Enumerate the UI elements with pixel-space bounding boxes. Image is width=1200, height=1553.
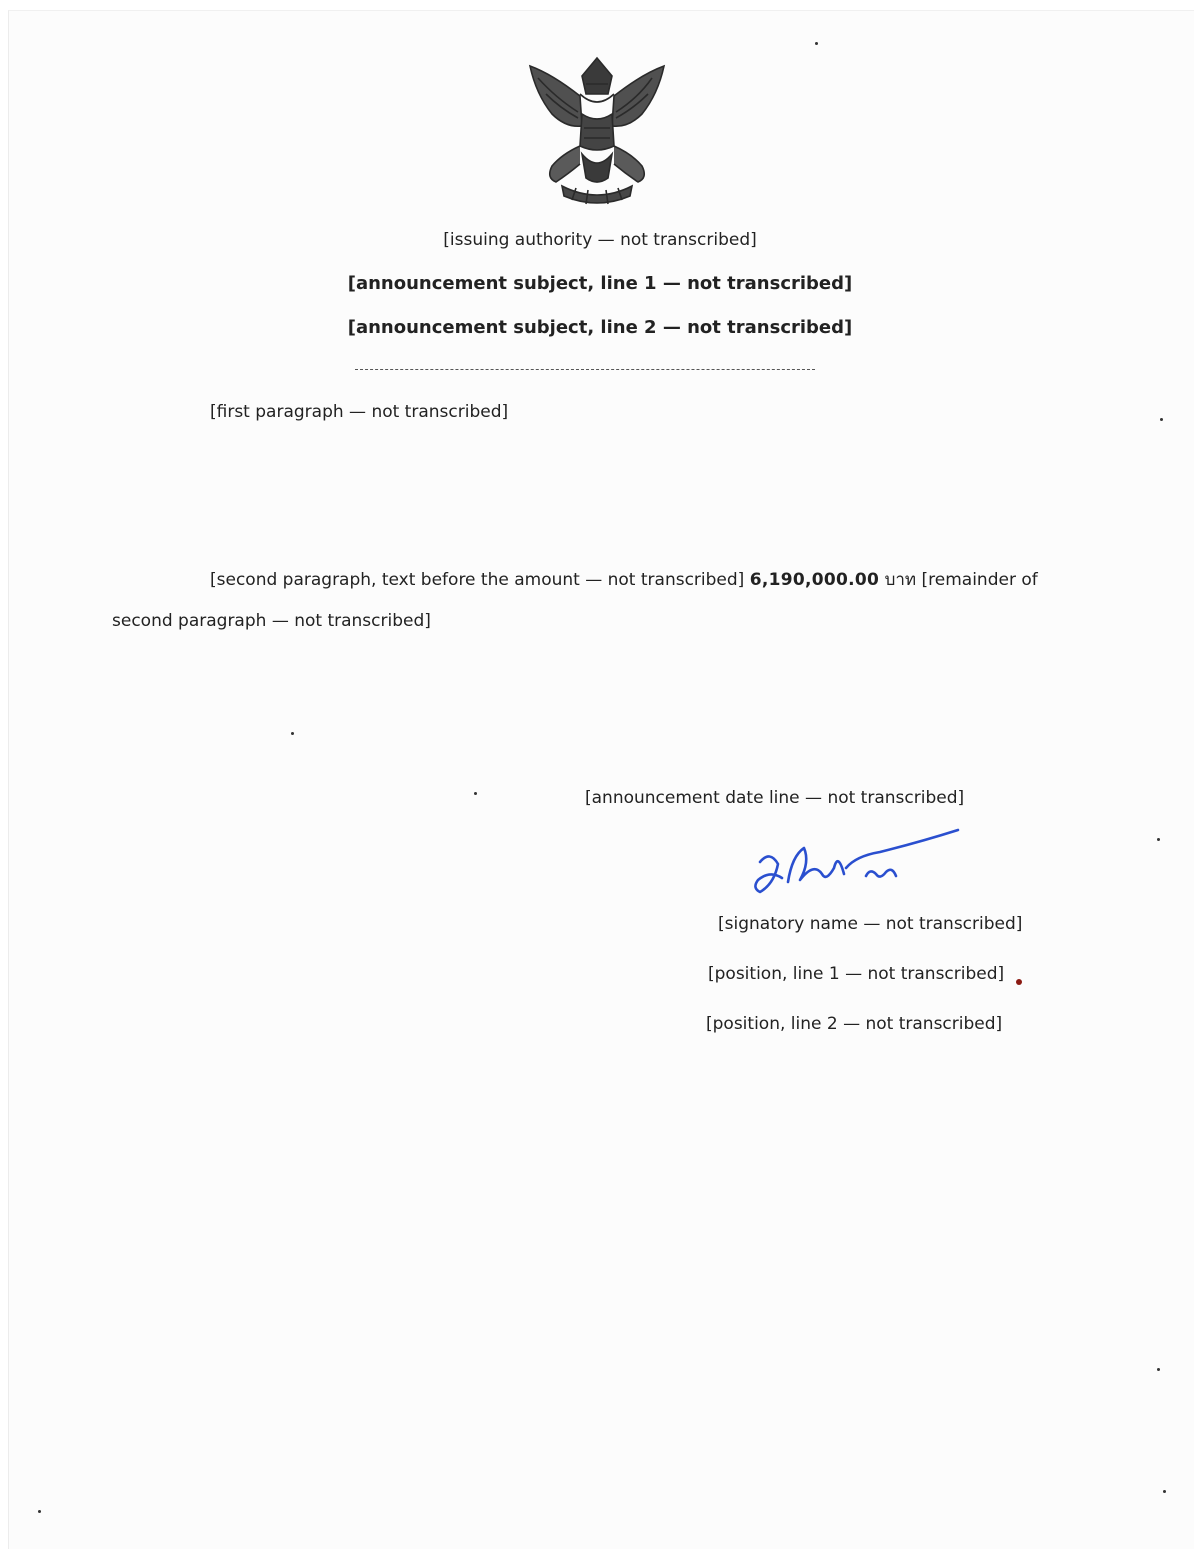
signatory-position-2: [position, line 2 — not transcribed] [706, 1014, 1003, 1034]
paragraph-2-text-b: [remainder of second paragraph — not transcribed] [112, 570, 1038, 631]
scan-speck [1160, 418, 1163, 421]
garuda-emblem-icon [522, 54, 672, 210]
divider [355, 369, 815, 370]
ink-stain [1016, 979, 1022, 985]
scan-speck [1157, 838, 1160, 841]
paragraph-2-text-a: [second paragraph, text before the amount — not transcribed] [210, 570, 745, 590]
scan-speck [291, 732, 294, 735]
signatory-name: [signatory name — not transcribed] [718, 914, 1023, 934]
signatory-position-1: [position, line 1 — not transcribed] [708, 964, 1005, 984]
scan-speck [815, 42, 818, 45]
paragraph-1-text: [first paragraph — not transcribed] [210, 402, 509, 422]
paragraph-1 [112, 392, 1048, 433]
signature-image [730, 822, 970, 912]
subject-line-1: [announcement subject, line 1 — not transcribed] [347, 273, 853, 294]
bid-amount: 6,190,000.00 [749, 570, 880, 590]
currency-label: บาท [884, 570, 917, 590]
scan-speck [38, 1510, 41, 1513]
scan-speck [474, 792, 477, 795]
paragraph-2 [112, 560, 1048, 642]
scan-speck [1157, 1368, 1160, 1371]
date-line: [announcement date line — not transcribed] [585, 788, 965, 808]
scan-speck [1163, 1490, 1166, 1493]
issuer-line: [issuing authority — not transcribed] [443, 230, 757, 250]
subject-line-2: [announcement subject, line 2 — not transcribed] [347, 317, 853, 338]
